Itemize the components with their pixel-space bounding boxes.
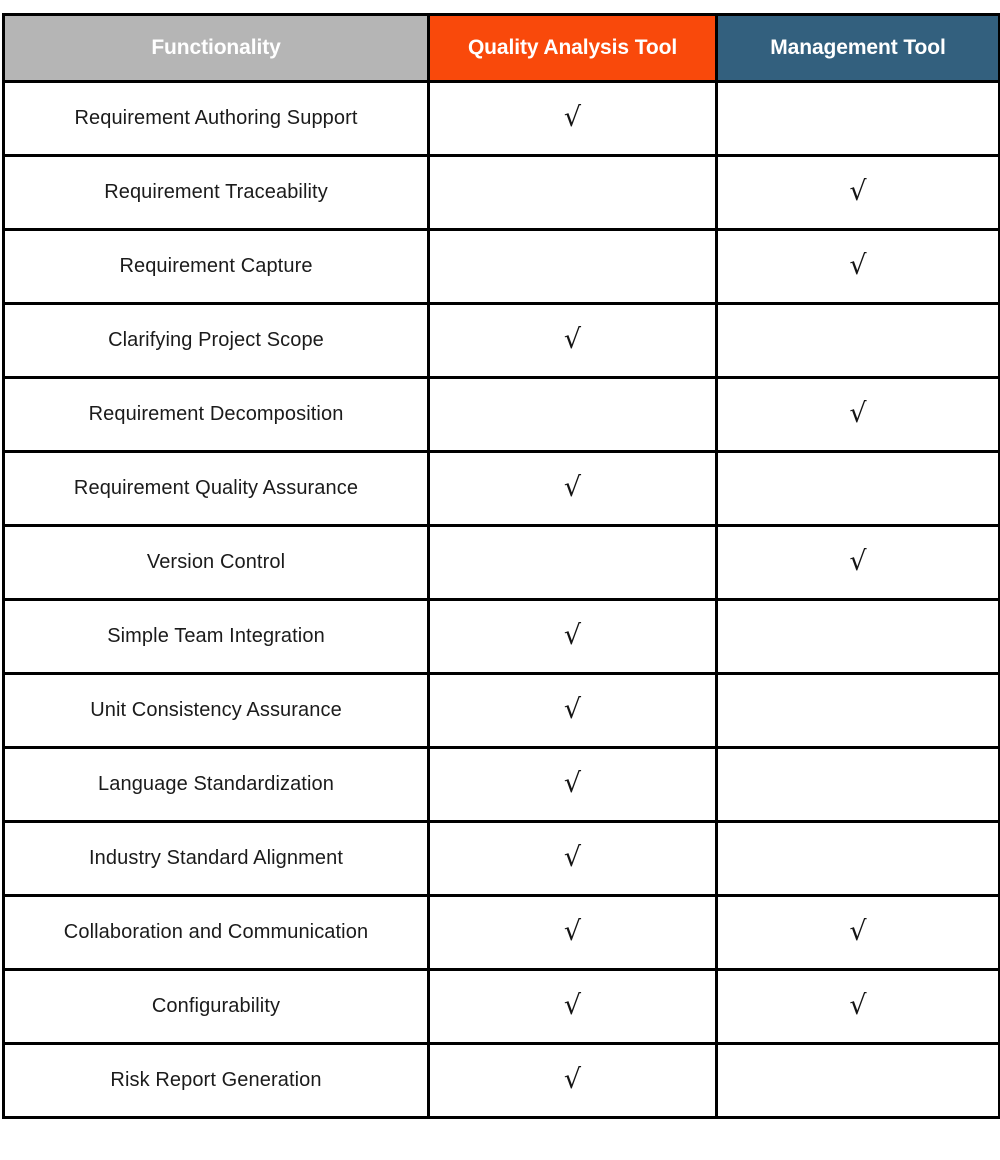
cell-quality-analysis-tool — [429, 970, 717, 1044]
cell-functionality: Risk Report Generation — [4, 1044, 429, 1118]
cell-functionality: Clarifying Project Scope — [4, 304, 429, 378]
cell-management-tool — [717, 674, 1000, 748]
cell-management-tool — [717, 526, 1000, 600]
cell-management-tool — [717, 452, 1000, 526]
cell-quality-analysis-tool — [429, 896, 717, 970]
column-header-functionality: Functionality — [4, 15, 429, 82]
cell-quality-analysis-tool — [429, 822, 717, 896]
table-header-row — [4, 15, 1000, 82]
cell-functionality: Industry Standard Alignment — [4, 822, 429, 896]
cell-quality-analysis-tool — [429, 82, 717, 156]
cell-quality-analysis-tool — [429, 748, 717, 822]
table-row — [4, 748, 1000, 822]
cell-quality-analysis-tool — [429, 600, 717, 674]
cell-management-tool — [717, 156, 1000, 230]
cell-quality-analysis-tool — [429, 156, 717, 230]
cell-functionality: Requirement Traceability — [4, 156, 429, 230]
cell-functionality: Unit Consistency Assurance — [4, 674, 429, 748]
table-body — [4, 82, 1000, 1118]
cell-quality-analysis-tool — [429, 526, 717, 600]
table-row — [4, 526, 1000, 600]
table-row — [4, 156, 1000, 230]
check-icon: √ — [563, 694, 582, 725]
cell-functionality: Version Control — [4, 526, 429, 600]
table-row — [4, 600, 1000, 674]
cell-quality-analysis-tool — [429, 304, 717, 378]
cell-functionality: Simple Team Integration — [4, 600, 429, 674]
check-icon: √ — [849, 176, 867, 207]
cell-management-tool — [717, 896, 1000, 970]
cell-quality-analysis-tool — [429, 378, 717, 452]
cell-management-tool — [717, 822, 1000, 896]
table-row — [4, 378, 1000, 452]
table-row — [4, 896, 1000, 970]
table-row — [4, 822, 1000, 896]
check-icon: √ — [563, 324, 582, 355]
column-header-management-tool: Management Tool — [717, 15, 1000, 82]
check-icon: √ — [849, 546, 867, 577]
check-icon: √ — [563, 620, 582, 651]
table-row — [4, 452, 1000, 526]
cell-quality-analysis-tool — [429, 230, 717, 304]
check-icon: √ — [563, 768, 582, 799]
cell-functionality: Requirement Quality Assurance — [4, 452, 429, 526]
cell-management-tool — [717, 1044, 1000, 1118]
check-icon: √ — [563, 472, 582, 503]
cell-management-tool — [717, 304, 1000, 378]
check-icon: √ — [563, 102, 582, 133]
check-icon: √ — [849, 250, 867, 281]
table-row — [4, 1044, 1000, 1118]
cell-management-tool — [717, 82, 1000, 156]
table-row — [4, 230, 1000, 304]
cell-management-tool — [717, 230, 1000, 304]
check-icon: √ — [849, 990, 867, 1021]
cell-functionality: Configurability — [4, 970, 429, 1044]
check-icon: √ — [563, 990, 582, 1021]
cell-quality-analysis-tool — [429, 1044, 717, 1118]
table-row — [4, 970, 1000, 1044]
cell-quality-analysis-tool — [429, 674, 717, 748]
table-row — [4, 674, 1000, 748]
table-row — [4, 304, 1000, 378]
check-icon: √ — [563, 916, 582, 947]
cell-management-tool — [717, 378, 1000, 452]
check-icon: √ — [849, 916, 867, 947]
cell-functionality: Language Standardization — [4, 748, 429, 822]
cell-management-tool — [717, 748, 1000, 822]
table-row — [4, 82, 1000, 156]
column-header-quality-analysis-tool: Quality Analysis Tool — [429, 15, 717, 82]
cell-functionality: Requirement Decomposition — [4, 378, 429, 452]
cell-management-tool — [717, 600, 1000, 674]
table-header — [4, 15, 1000, 82]
check-icon: √ — [563, 842, 582, 873]
cell-functionality: Requirement Capture — [4, 230, 429, 304]
check-icon: √ — [849, 398, 867, 429]
cell-quality-analysis-tool — [429, 452, 717, 526]
cell-functionality: Collaboration and Communication — [4, 896, 429, 970]
check-icon: √ — [563, 1064, 582, 1095]
cell-functionality: Requirement Authoring Support — [4, 82, 429, 156]
cell-management-tool — [717, 970, 1000, 1044]
functionality-comparison-table — [2, 13, 1000, 1119]
